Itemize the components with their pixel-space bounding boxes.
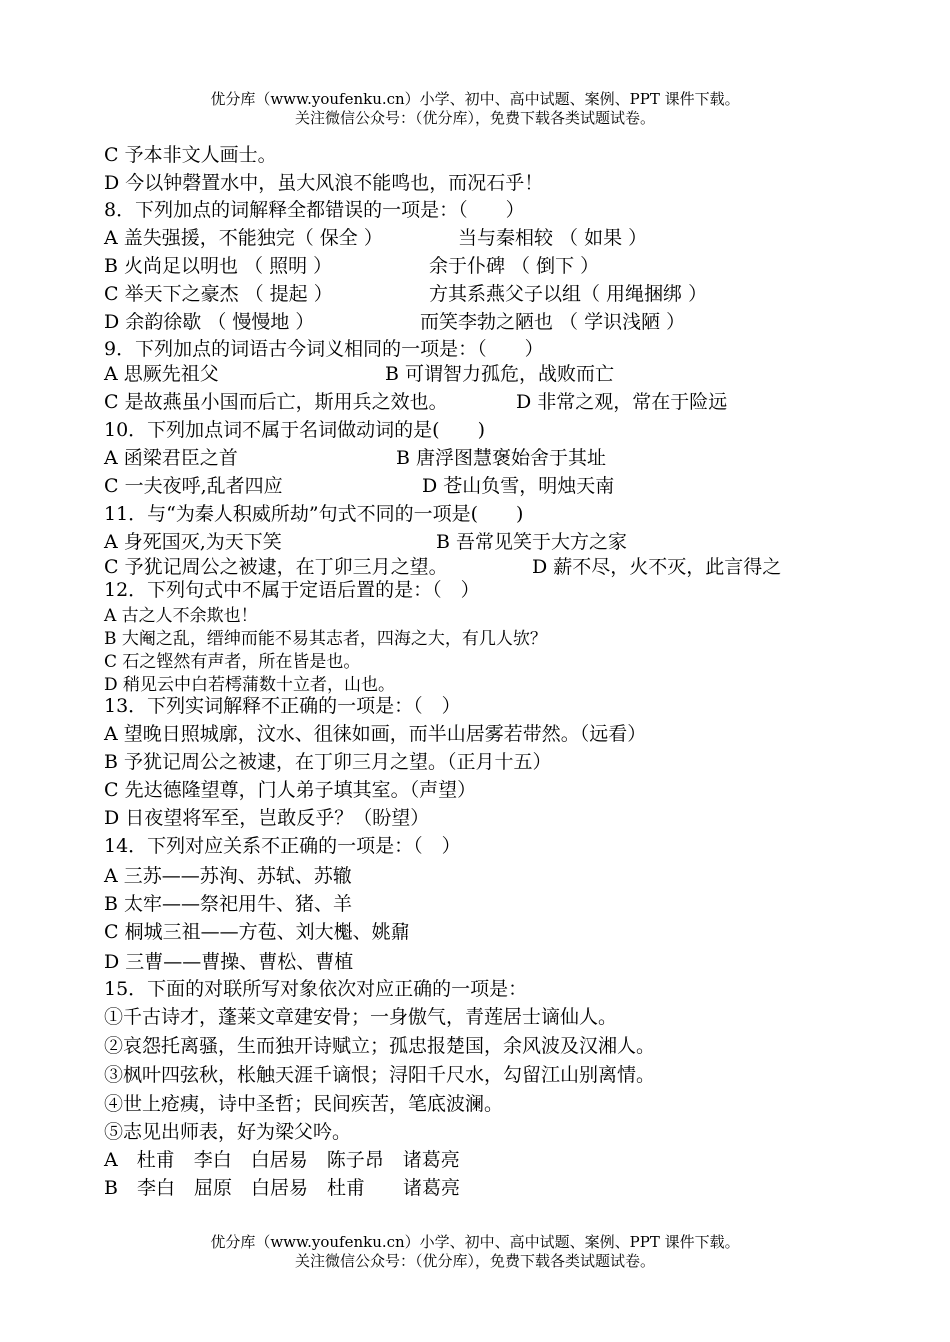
text-line: C 先达德隆望尊，门人弟子填其室。（声望） — [104, 779, 477, 801]
text-line: C 予本非文人画士。 — [104, 144, 277, 166]
page-footer — [0, 1233, 950, 1271]
text-line: 13．下列实词解释不正确的一项是：（ ） — [104, 695, 461, 717]
option-left: C 一夫夜呼,乱者四应 — [104, 475, 283, 497]
text-line: 15．下面的对联所写对象依次对应正确的一项是： — [104, 978, 528, 1000]
option-right: 而笑李勃之陋也 （ 学识浅陋 ） — [420, 311, 686, 333]
option-right: 方其系燕父子以组（ 用绳捆绑 ） — [429, 283, 708, 305]
text-line: 12．下列句式中不属于定语后置的是：（ ） — [104, 579, 480, 601]
text-line: 11．与“为秦人积威所劫”句式不同的一项是( ) — [104, 503, 524, 525]
footer-line-2: 关注微信公众号：（优分库），免费下载各类试题试卷。 — [294, 1252, 655, 1270]
text-line — [104, 446, 924, 470]
text-line: B 李白 屈原 白居易 杜甫 诸葛亮 — [104, 1177, 460, 1199]
text-line — [104, 362, 924, 386]
option-left: A 思厥先祖父 — [104, 363, 219, 385]
option-left: A 函梁君臣之首 — [104, 447, 238, 469]
option-right: D 薪不尽，火不灭，此言得之 — [532, 556, 782, 578]
text-line — [104, 390, 924, 414]
option-left: C 是故燕虽小国而后亡，斯用兵之效也。 — [104, 391, 448, 413]
text-line — [104, 226, 924, 250]
text-line: D 今以钟磬置水中，虽大风浪不能鸣也，而况石乎！ — [104, 172, 544, 194]
text-line: 10．下列加点词不属于名词做动词的是( ) — [104, 419, 486, 441]
text-line: 14．下列对应关系不正确的一项是：（ ） — [104, 835, 461, 857]
text-line: D 日夜望将军至，岂敢反乎？（盼望） — [104, 807, 430, 829]
text-line: C 桐城三祖——方苞、刘大櫆、姚鼐 — [104, 921, 410, 943]
option-right: 余于仆碑 （ 倒下 ） — [429, 255, 600, 277]
text-line — [104, 474, 924, 498]
text-line — [104, 310, 924, 334]
text-line: B 大阉之乱，缙绅而能不易其志者，四海之大，有几人欤？ — [104, 629, 547, 649]
option-right: 当与秦相较 （ 如果 ） — [458, 227, 648, 249]
text-line — [104, 282, 924, 306]
text-line: A 三苏——苏洵、苏轼、苏辙 — [104, 865, 352, 887]
text-line: B 太牢——祭祀用牛、猪、羊 — [104, 893, 353, 915]
option-right: D 苍山负雪，明烛天南 — [422, 475, 615, 497]
text-line — [104, 254, 924, 278]
option-left: C 举天下之豪杰 （ 提起 ） — [104, 283, 333, 305]
text-line: A 望晚日照城廓，汶水、徂徕如画，而半山居雾若带然。（远看） — [104, 723, 647, 745]
option-left: D 余韵徐歇 （ 慢慢地 ） — [104, 311, 315, 333]
option-right: B 唐浮图慧褒始舍于其址 — [396, 447, 607, 469]
option-left: B 火尚足以明也 （ 照明 ） — [104, 255, 333, 277]
option-left: A 身死国灭,为天下笑 — [104, 531, 282, 553]
text-line: C 石之铿然有声者，所在皆是也。 — [104, 652, 361, 672]
option-left: C 予犹记周公之被逮，在丁卯三月之望。 — [104, 556, 448, 578]
text-line: A 古之人不余欺也！ — [104, 606, 258, 626]
text-line — [104, 530, 924, 554]
header-line-2: 关注微信公众号：（优分库），免费下载各类试题试卷。 — [294, 109, 655, 127]
text-line — [104, 555, 924, 579]
option-right: B 吾常见笑于大方之家 — [436, 531, 628, 553]
header-line-1: 优分库（www.youfenku.cn）小学、初中、高中试题、案例、PPT 课件下载。 — [210, 90, 740, 108]
text-line: ③枫叶四弦秋，枨触天涯千谪恨；浔阳千尺水，勾留江山别离情。 — [104, 1064, 656, 1086]
text-line: 9．下列加点的词语古今词义相同的一项是：（ ） — [104, 338, 544, 360]
text-line: ⑤志见出师表，好为梁父吟。 — [104, 1121, 352, 1143]
text-line: B 予犹记周公之被逮，在丁卯三月之望。（正月十五） — [104, 751, 552, 773]
text-line: A 杜甫 李白 白居易 陈子昂 诸葛亮 — [104, 1149, 460, 1171]
option-right: B 可谓智力孤危，战败而亡 — [385, 363, 615, 385]
text-line: D 稍见云中白若樗蒲数十立者，山也。 — [104, 675, 396, 695]
text-line: D 三曹——曹操、曹松、曹植 — [104, 951, 354, 973]
text-line: ②哀怨托离骚，生而独开诗赋立；孤忠报楚国，余风波及汉湘人。 — [104, 1035, 656, 1057]
footer-line-1: 优分库（www.youfenku.cn）小学、初中、高中试题、案例、PPT 课件下载。 — [210, 1233, 740, 1251]
page-header — [0, 90, 950, 128]
text-line: ①千古诗才，蓬莱文章建安骨；一身傲气，青莲居士谪仙人。 — [104, 1006, 618, 1028]
option-right: D 非常之观，常在于险远 — [516, 391, 728, 413]
option-left: A 盖失强援，不能独完（ 保全 ） — [104, 227, 383, 249]
text-line: 8．下列加点的词解释全都错误的一项是：（ ） — [104, 199, 525, 221]
text-line: ④世上疮痍，诗中圣哲；民间疾苦，笔底波澜。 — [104, 1093, 504, 1115]
